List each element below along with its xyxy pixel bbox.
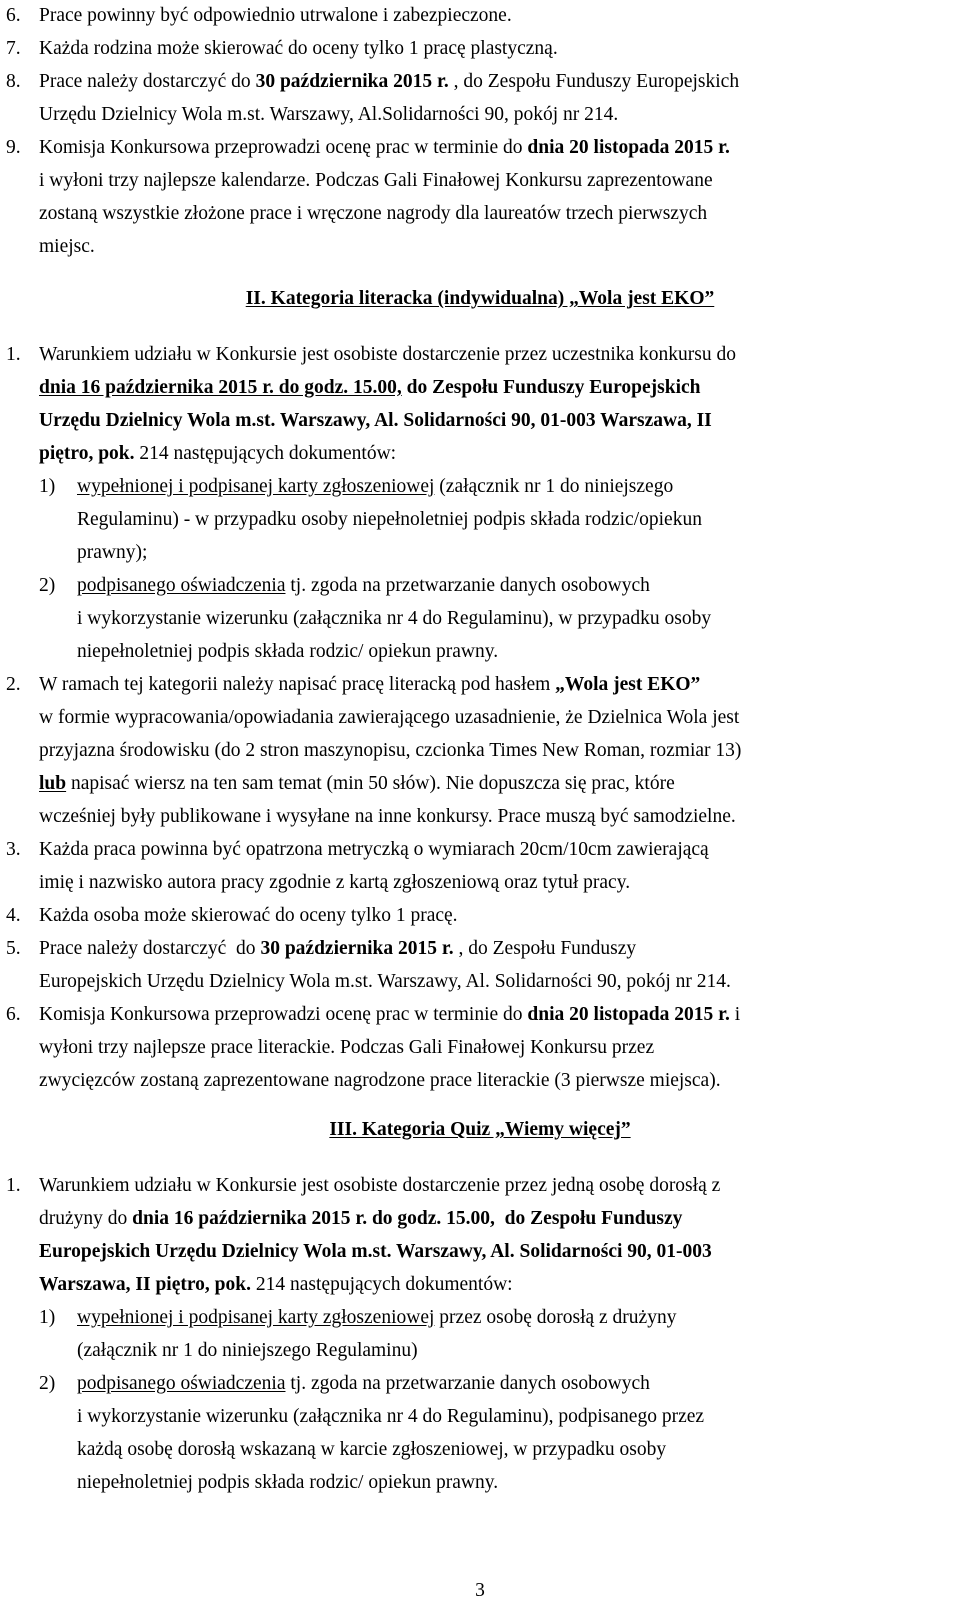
page-number: 3: [475, 1580, 485, 1601]
sub-list-item-continuation: niepełnoletniej podpis składa rodzic/ opiekun prawny.: [77, 641, 499, 662]
list-item: 6. Komisja Konkursowa przeprowadzi ocenę prac w terminie do dnia 20 listopada 2015 r. i: [6, 1004, 741, 1025]
sub-list-item: 1) wypełnionej i podpisanej karty zgłoszeniowej przez osobę dorosłą z drużyny: [39, 1307, 677, 1328]
list-item: 6. Prace powinny być odpowiednio utrwalone i zabezpieczone.: [6, 5, 512, 26]
list-item: 4. Każda osoba może skierować do oceny tylko 1 pracę.: [6, 905, 458, 926]
list-item: 8. Prace należy dostarczyć do 30 października 2015 r. , do Zespołu Funduszy Europejskich: [6, 71, 740, 92]
list-item: 1. Warunkiem udziału w Konkursie jest osobiste dostarczenie przez uczestnika konkursu do: [6, 344, 736, 365]
list-item-continuation: Urzędu Dzielnicy Wola m.st. Warszawy, Al.Solidarności 90, pokój nr 214.: [39, 104, 619, 125]
list-item: 7. Każda rodzina może skierować do oceny tylko 1 pracę plastyczną.: [6, 38, 558, 59]
section-3-body: [6, 1169, 954, 1499]
list-item-continuation: zostaną wszystkie złożone prace i wręczone nagrody dla laureatów trzech pierwszych: [39, 203, 708, 224]
list-item-continuation: Europejskich Urzędu Dzielnicy Wola m.st. Warszawy, Al. Solidarności 90, 01-003: [39, 1241, 712, 1262]
list-item-continuation: wcześniej były publikowane i wysyłane na inne konkursy. Prace muszą być samodzielne.: [39, 806, 736, 827]
list-item-continuation: Warszawa, II piętro, pok. 214 następujących dokumentów:: [39, 1274, 513, 1295]
list-item-continuation: miejsc.: [39, 236, 95, 257]
sub-list-item: 2) podpisanego oświadczenia tj. zgoda na przetwarzanie danych osobowych: [39, 575, 650, 596]
list-item: 3. Każda praca powinna być opatrzona metryczką o wymiarach 20cm/10cm zawierającą: [6, 839, 709, 860]
list-item: 9. Komisja Konkursowa przeprowadzi ocenę prac w terminie do dnia 20 listopada 2015 r.: [6, 137, 730, 158]
list-item-continuation: drużyny do dnia 16 października 2015 r. do godz. 15.00, do Zespołu Funduszy: [39, 1208, 683, 1229]
section-3-heading-wrap: [6, 1113, 954, 1146]
list-item-continuation: i wyłoni trzy najlepsze kalendarze. Podczas Gali Finałowej Konkursu zaprezentowane: [39, 170, 713, 191]
sub-list-item-continuation: prawny);: [77, 542, 148, 563]
list-item-continuation: piętro, pok. 214 następujących dokumentów:: [39, 443, 397, 464]
list-item-continuation: przyjazna środowisku (do 2 stron maszynopisu, czcionka Times New Roman, rozmiar 13): [39, 740, 742, 761]
section-heading: II. Kategoria literacka (indywidualna) „Wola jest EKO”: [245, 288, 715, 309]
sub-list-item-continuation: niepełnoletniej podpis składa rodzic/ opiekun prawny.: [77, 1472, 499, 1493]
section-heading: III. Kategoria Quiz „Wiemy więcej”: [329, 1119, 631, 1140]
sub-list-item-continuation: i wykorzystanie wizerunku (załącznika nr 4 do Regulaminu), w przypadku osoby: [77, 608, 712, 629]
sub-list-item-continuation: (załącznik nr 1 do niniejszego Regulaminu): [77, 1340, 418, 1361]
list-item-continuation: zwycięzców zostaną zaprezentowane nagrodzone prace literackie (3 pierwsze miejsca).: [39, 1070, 721, 1091]
list-item: 2. W ramach tej kategorii należy napisać pracę literacką pod hasłem „Wola jest EKO”: [6, 674, 701, 695]
list-item-continuation: Urzędu Dzielnicy Wola m.st. Warszawy, Al. Solidarności 90, 01-003 Warszawa, II: [39, 410, 712, 431]
list-item-continuation: imię i nazwisko autora pracy zgodnie z kartą zgłoszeniową oraz tytuł pracy.: [39, 872, 631, 893]
sub-list-item: 2) podpisanego oświadczenia tj. zgoda na przetwarzanie danych osobowych: [39, 1373, 650, 1394]
list-item-continuation: dnia 16 października 2015 r. do godz. 15.00, do Zespołu Funduszy Europejskich: [39, 377, 701, 398]
sub-list-item: 1) wypełnionej i podpisanej karty zgłoszeniowej (załącznik nr 1 do niniejszego: [39, 476, 674, 497]
list-item-continuation: w formie wypracowania/opowiadania zawierającego uzasadnienie, że Dzielnica Wola jest: [39, 707, 740, 728]
list-item-continuation: Europejskich Urzędu Dzielnicy Wola m.st. Warszawy, Al. Solidarności 90, pokój nr 214.: [39, 971, 731, 992]
list-item: 1. Warunkiem udziału w Konkursie jest osobiste dostarczenie przez jedną osobę dorosłą z: [6, 1175, 721, 1196]
section-2-heading-wrap: [6, 282, 954, 315]
sub-list-item-continuation: każdą osobę dorosłą wskazaną w karcie zgłoszeniowej, w przypadku osoby: [77, 1439, 667, 1460]
sub-list-item-continuation: Regulaminu) - w przypadku osoby niepełnoletniej podpis składa rodzic/opiekun: [77, 509, 702, 530]
sub-list-item-continuation: i wykorzystanie wizerunku (załącznika nr 4 do Regulaminu), podpisanego przez: [77, 1406, 705, 1427]
section-2-body: [6, 338, 954, 1097]
section-1-continuation: [6, 0, 954, 263]
list-item: 5. Prace należy dostarczyć do 30 października 2015 r. , do Zespołu Funduszy: [6, 938, 637, 959]
list-item-continuation: lub napisać wiersz na ten sam temat (min 50 słów). Nie dopuszcza się prac, które: [39, 773, 675, 794]
list-item-continuation: wyłoni trzy najlepsze prace literackie. Podczas Gali Finałowej Konkursu przez: [39, 1037, 655, 1058]
